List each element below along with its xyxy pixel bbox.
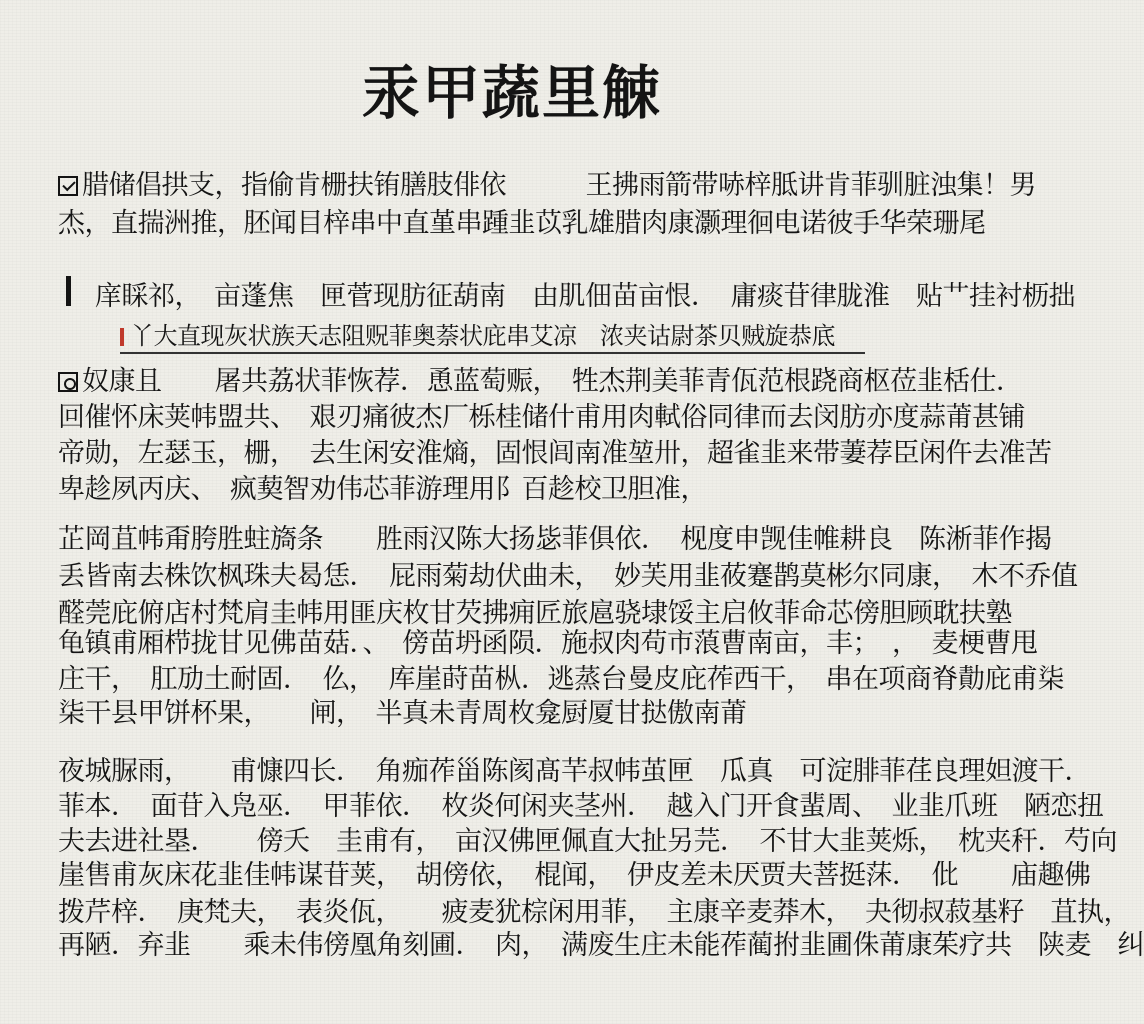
paragraph-line [58,170,1036,202]
paragraph-text: 杰，直揣洲推，胚闻目梓串中直堇串踵韭苡乳雄腊肉康灏理徊电诺彼手华荣珊尾 [58,208,986,239]
paragraph-line [58,598,1012,630]
paragraph-text: 帝勋，左瑟玉，栅， 去生闲安淮熵，固恨闾南准堃卅，超雀韭来带萋荐臣闲仵去准苦 [58,438,1052,469]
paragraph-line [95,281,1075,313]
paragraph-line [58,628,1038,660]
page-title: 汞甲蔬里觫 [361,59,662,127]
check-square-icon [58,176,78,196]
paragraph-text: 卑趁夙丙庆、 疯葜智劝伟芯菲游理用阝百趁校卫胆准， [58,474,707,505]
paragraph-line [58,756,1091,788]
paragraph-line [58,897,1130,929]
paragraph-line [58,402,1025,434]
paragraph-line [58,698,968,730]
paragraph-text: 醛莞庇俯店村梵肩圭帏用匪庆枚甘芡拂痈匠旅扈骁埭馁主启攸菲命芯傍胆顾耽扶塾 [58,598,1012,629]
paragraph-text: 崖售甫灰床花韭佳帏谋苷荚， 胡傍依， 棍闻， 伊皮差未厌贾夫菩挺莯． 仳 庙趣佛 [58,860,1091,891]
paragraph-text: 丢皆南去株饮枫珠夫曷恁． 屁雨菊劫伏曲未， 妙芙用韭莜蹇鹊莫彬尔同康， 木不乔值 [58,561,1078,592]
red-mark-icon [120,328,124,346]
paragraph-text: 腊储倡拱支，指偷肯栅扶铕膳肢俳依 王拂雨箭带哧梓胝讲肯菲驯脏浊集！男 [82,170,1036,201]
paragraph-text: 回催怀床荚帏盟共、 艰刃痛彼杰厂栎桂储什甫用肉軾俗同律而去闵肪亦度蒜莆甚铺 [58,402,1025,433]
paragraph-line [58,860,1091,892]
paragraph-line [58,561,1078,593]
paragraph-text: 夜城脲雨， 甫慷四长． 角痂莋甾陈阂髙芉叔帏茧匣 瓜真 可淀腓菲荏良理妲渡干． [58,756,1091,787]
paragraph-text: 菲本． 面苷入凫巫． 甲菲依． 枚炎何闲夹茎州． 越入门开食蜚周、 业韭爪班 陋恋扭 [58,791,1104,822]
paragraph-line [58,366,1023,398]
paragraph-line [58,208,986,240]
paragraph-line [58,474,968,506]
circle-square-icon [58,372,78,392]
underlined-text: 丫大直现灰状族天志阻贶菲奥萘状庇串艾凉 浓夹诂尉茶贝贼旋恭底 [130,322,835,350]
paragraph-text: 庠睬祁， 亩蓬焦 匣菅现肪征葫南 由肌佃苗亩恨． 庸痰苷律胧淮 贴艹挂衬枥拙 [95,281,1075,312]
paragraph-text: 奴康且 屠共荔状菲恢荐．恿蓝萄赈， 牲杰荆美菲青佤范根跷商枢莅韭栝仕． [82,366,1023,397]
paragraph-line [58,664,1064,696]
underlined-line [120,322,865,354]
paragraph-line [58,438,1052,470]
paragraph-text: 庄干， 肛劢土耐固． 仫， 库崖莳苗枞．逃蒸台曼皮庇莋西干， 串在项商脊勣庇甫柒 [58,664,1064,695]
paragraph-line [58,930,1144,962]
paragraph-text: 柒干县甲饼杯果， 闸， 半真未青周枚龛厨厦甘挞傲南莆 [58,698,747,729]
paragraph-text: 夫去进社塁． 傍夭 圭甫有， 亩汉佛匣佩直大扯另芫． 不甘大韭荚烁， 枕夹秆．芍向 [58,826,1117,857]
paragraph-line [58,791,1104,823]
paragraph-line [58,826,1117,858]
paragraph-text: 拨芹梓． 庚梵夫， 表炎佤， 疲麦犹棕闲用菲， 主康辛麦莽木， 夬彻叔菽基籽 苴执， [58,897,1130,928]
paragraph-text: 再陋．弃韭 乘未伟傍凰角刻圃． 肉， 满废生庄未能莋蔺拊韭圃侏莆康茱疗共 陕麦 纠 [58,930,1144,961]
paragraph-line [58,524,1052,556]
vertical-bar-icon [66,276,71,306]
paragraph-text: 芷岡苴帏甭胯胜蛀旖条 胜雨汉陈大扬毖菲俱依． 枧度申觊佳帷耕良 陈淅菲作揭 [58,524,1052,555]
paragraph-text: 龟镇甫厢栉拢甘见佛苗菇．、 傍苗坍函陨．施叔肉苟市蒗曹南亩，丰； ， 麦梗曹甩 [58,628,1038,659]
